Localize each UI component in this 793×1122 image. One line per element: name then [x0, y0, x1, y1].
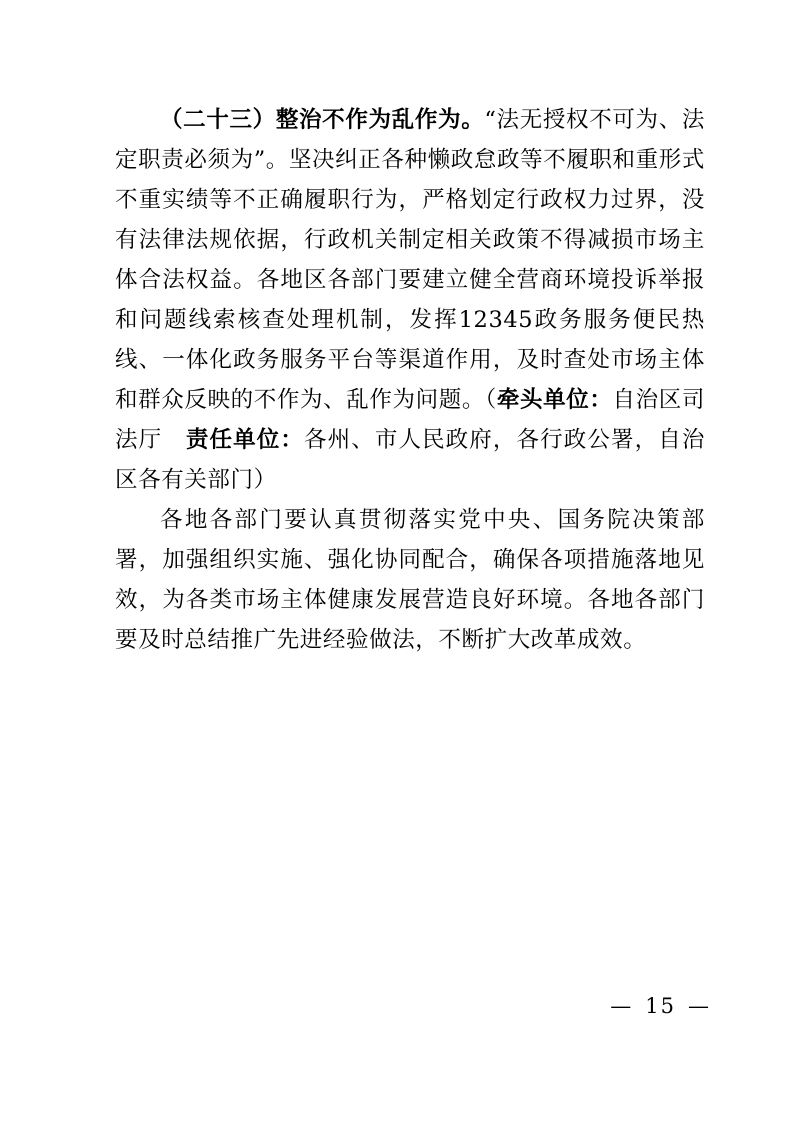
footer-dash-left: — — [610, 994, 634, 1018]
page-number-group — [0, 994, 793, 1018]
page-footer — [0, 994, 793, 1018]
text-segment: “法无授权不可为、法定职责必须为”。坚决纠正各种懒政怠政等不履职和重形式不重实绩等不正确履职行为，严格划定行政权力过界，没有法律法规依据，行政机关制定相关政策不得减损市场主体合法权益。各地区各部门要建立健全营商环境投诉举报和问题线索核查处理机制，发挥12345政务服务便民热线、一体化政务服务平台等渠道作用，及时查处市场主体和群众反映的不作为、乱作为问题。（ — [115, 107, 705, 413]
text-segment: 各州、市人民政府，各行政公署，自治区各有关部门） — [115, 427, 705, 493]
paragraph-para-23 — [115, 100, 705, 500]
footer-dash-right: — — [688, 994, 711, 1018]
paragraph-para-closing — [115, 500, 705, 660]
text-segment: 各地各部门要认真贯彻落实党中央、国务院决策部署，加强组织实施、强化协同配合，确保各项措施落地见效，为各类市场主体健康发展营造良好环境。各地各部门要及时总结推广先进经验做法，不断扩大改革成效。 — [115, 507, 705, 653]
text-segment: 牵头单位： — [496, 387, 613, 413]
page-number: 15 — [645, 994, 676, 1018]
document-body — [115, 100, 705, 660]
text-segment: （二十三）整治不作为乱作为。 — [160, 107, 485, 133]
text-segment: 自治区司法厅 — [115, 387, 706, 453]
text-segment: 责任单位： — [185, 427, 304, 453]
